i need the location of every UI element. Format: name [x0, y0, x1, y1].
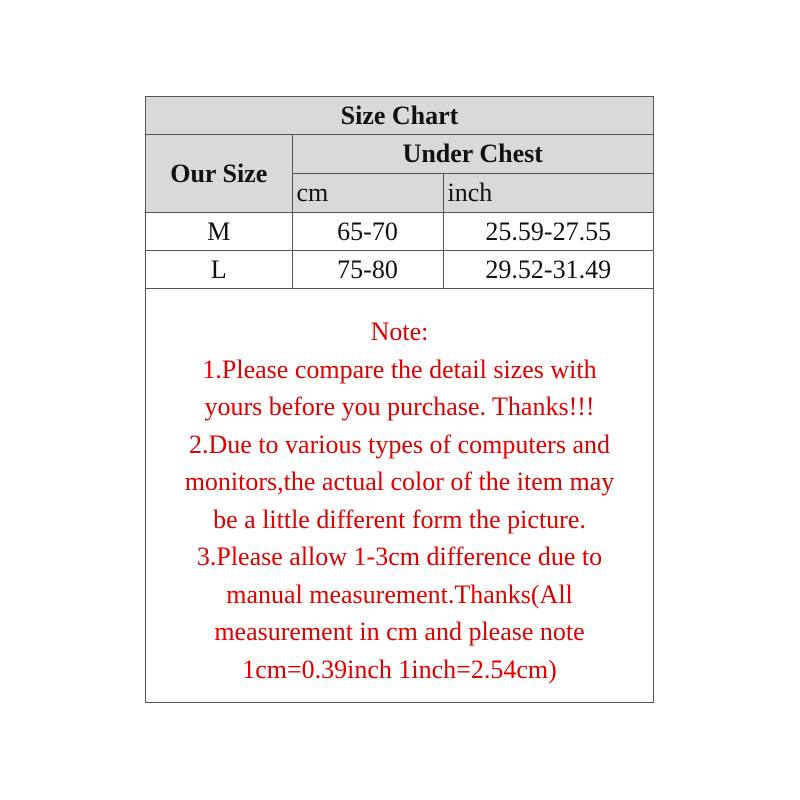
note-line: 1.Please compare the detail sizes with: [202, 354, 597, 384]
size-chart-table: [146, 97, 653, 289]
note-line: 2.Due to various types of computers and: [189, 429, 610, 459]
inch-cell: 25.59-27.55: [443, 213, 653, 251]
size-cell: M: [146, 213, 292, 251]
table-row: [146, 213, 653, 251]
our-size-header: Our Size: [146, 135, 292, 213]
size-chart-title: Size Chart: [146, 97, 653, 135]
cm-cell: 65-70: [292, 213, 443, 251]
unit-cm-header: cm: [292, 174, 443, 213]
size-chart-frame: [145, 96, 654, 703]
table-row: [146, 251, 653, 289]
note-line: measurement in cm and please note: [214, 617, 585, 646]
note-block: [152, 289, 647, 688]
note-line: yours before you purchase. Thanks!!!: [204, 392, 595, 421]
unit-inch-header: inch: [443, 174, 653, 213]
size-cell: L: [146, 251, 292, 289]
cm-cell: 75-80: [292, 251, 443, 289]
note-line: manual measurement.Thanks(All: [226, 579, 573, 609]
note-line: 1cm=0.39inch 1inch=2.54cm): [242, 654, 557, 684]
note-line: be a little different form the picture.: [213, 504, 586, 534]
note-line: monitors,the actual color of the item may: [184, 467, 615, 496]
note-line: 3.Please allow 1-3cm difference due to: [196, 542, 603, 571]
note-heading: Note:: [370, 317, 429, 346]
inch-cell: 29.52-31.49: [443, 251, 653, 289]
under-chest-header: Under Chest: [292, 135, 653, 174]
